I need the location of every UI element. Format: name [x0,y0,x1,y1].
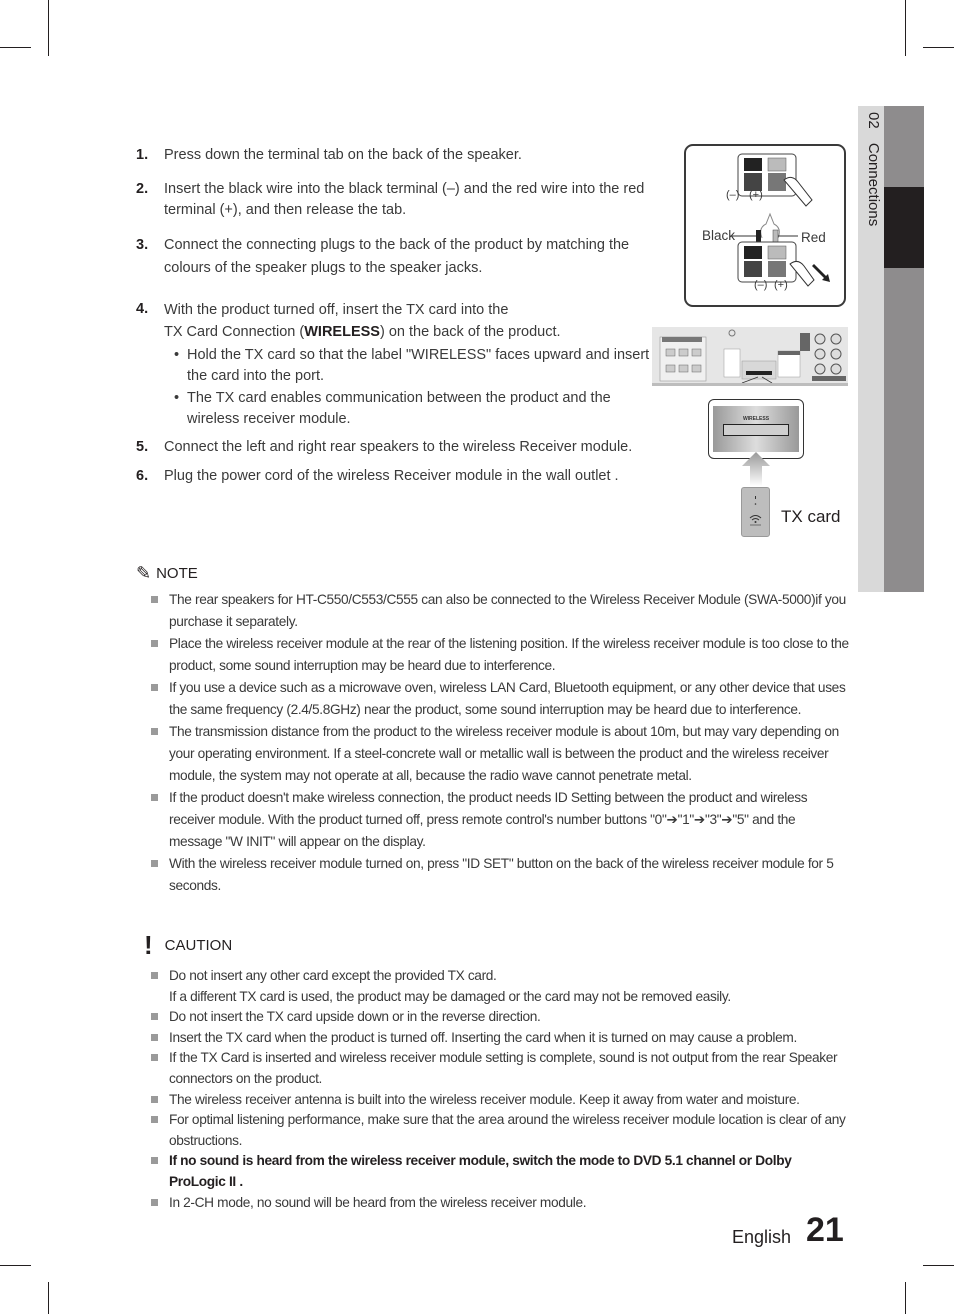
terminal-plus-label-bottom: (+) [774,279,788,291]
step-text: Connect the left and right rear speakers to the wireless Receiver module. [164,439,633,455]
exclamation-icon: ! [144,930,153,960]
chapter-tab-marker [884,187,924,268]
note-heading [136,563,198,584]
note-item: With the wireless receiver module turned on, press "ID SET" button on the back of the wireless receiver module for 5 seconds. [150,853,850,897]
step-6 [136,466,656,487]
chapter-number: 02 [865,112,882,129]
step-text: With the product turned off, insert the TX card into the [164,302,509,318]
step-number: 1. [136,147,149,163]
caution-item-emphasis: If no sound is heard from the wireless receiver module, switch the mode to DVD 5.1 channel or Dolby ProLogic II . [150,1151,850,1192]
wireless-signal-icon [742,488,769,536]
step-number: 3. [136,237,149,253]
black-wire-label: Black [702,228,736,243]
chapter-title: Connections [865,142,882,227]
terminal-minus-label-bottom: (–) [754,279,768,291]
caution-list [150,966,850,1213]
chapter-label [862,112,882,226]
insert-arrow-icon [740,450,772,486]
crop-mark [923,1265,954,1266]
step-3 [136,234,656,280]
caution-item: In 2-CH mode, no sound will be heard from the wireless receiver module. [150,1193,850,1214]
instruction-steps [136,145,656,500]
caution-heading [136,930,232,961]
caution-item: Insert the TX card when the product is turned off. Inserting the card when it is turned on may cause a problem. [150,1028,850,1049]
tx-card-label: TX card [781,507,841,526]
note-item: Place the wireless receiver module at the rear of the listening position. If the wireless receiver module is too close to the product, some sound interruption may be heard due to interference. [150,633,850,677]
step-bullet: • The TX card enables communication between the product and the wireless receiver module. [174,388,656,430]
note-item: If the product doesn't make wireless connection, the product needs ID Setting between the product and wireless receiver module. With the product turned off, press remote control's number buttons "0"➔"1"➔"3"➔"5" and the message "W INIT" will appear on the display. [150,787,850,853]
crop-mark [923,47,954,48]
step-text: Insert the black wire into the black terminal (–) and the red wire into the red terminal (+), and then release the tab. [164,181,645,218]
step-bullet: • Hold the TX card so that the label "WIRELESS" faces upward and insert the card into the port. [174,345,656,387]
crop-mark [905,1282,906,1314]
terminal-minus-label-top: (–) [726,189,740,201]
note-title: NOTE [156,565,198,582]
note-item: The transmission distance from the product to the wireless receiver module is about 10m, but may vary depending on your operating environment. If a steel-concrete wall or metallic wall is between the product and the wireless receiver module, the system may not operate at all, because the radio wave cannot penetrate metal. [150,721,850,787]
product-rear-panel-figure [652,327,848,386]
rear-panel-illustration [652,327,848,383]
step-number: 5. [136,439,149,455]
tx-card-illustration [741,487,770,537]
step-5 [136,437,656,458]
caution-title: CAUTION [164,937,233,954]
crop-mark [48,0,49,56]
step-bullets [164,345,656,430]
caution-item: Do not insert the TX card upside down or in the reverse direction. [150,1007,850,1028]
crop-mark [0,1265,31,1266]
note-item: The rear speakers for HT-C550/C553/C555 can also be connected to the Wireless Receiver Module (SWA-5000)if you purchase it separately. [150,589,850,633]
chapter-tab-strip [884,106,924,592]
wireless-keyword: WIRELESS [304,324,380,340]
footer-language: English [732,1227,792,1247]
terminal-plus-label-top: (+) [749,189,763,201]
crop-mark [905,0,906,56]
caution-item: The wireless receiver antenna is built into the wireless receiver module. Keep it away from water and moisture. [150,1090,850,1111]
step-number: 2. [136,181,149,197]
crop-mark [48,1282,49,1314]
step-number: 4. [136,301,149,317]
wireless-card-slot [723,424,789,436]
caution-item: For optimal listening performance, make sure that the area around the wireless receiver module location is clear of any obstructions. [150,1110,850,1151]
step-4 [136,299,656,431]
step-text: Plug the power cord of the wireless Receiver module in the wall outlet . [164,468,619,484]
page-number: 21 [806,1211,844,1249]
note-item: If you use a device such as a microwave oven, wireless LAN Card, Bluetooth equipment, or any other device that uses the same frequency (2.4/5.8GHz) near the product, some sound interruption may be heard due to interference. [150,677,850,721]
crop-mark [0,47,31,48]
step-text: TX Card Connection (WIRELESS) on the back of the product. [164,324,561,340]
step-text: Press down the terminal tab on the back of the speaker. [164,147,522,163]
step-1 [136,145,656,166]
step-number: 6. [136,468,149,484]
caution-item: If the TX Card is inserted and wireless receiver module setting is complete, sound is not output from the rear Speaker connectors on the product. [150,1048,850,1089]
step-2 [136,179,656,221]
note-list [150,589,850,897]
wireless-slot-label: WIRELESS [742,416,770,422]
red-wire-label: Red [801,230,826,245]
step-text: Connect the connecting plugs to the back of the product by matching the colours of the speaker plugs to the speaker jacks. [164,237,630,276]
pencil-note-icon: ✎ [136,563,152,583]
caution-item: Do not insert any other card except the provided TX card. If a different TX card is used, the product may be damaged or the card may not be removed easily. [150,966,850,1007]
speaker-terminal-figure [684,144,846,307]
